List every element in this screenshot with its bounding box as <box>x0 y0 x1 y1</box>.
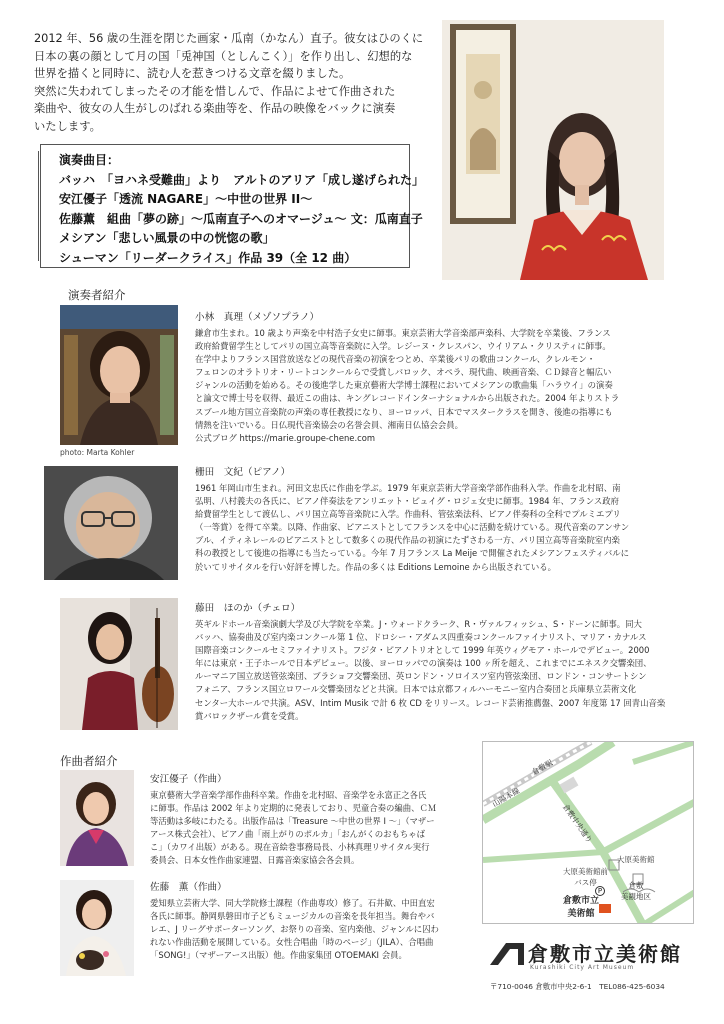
bio-line: 鎌倉市生まれ。10 歳より声楽を中村浩子女史に師事。東京芸術大学音楽部声楽科、大学院を卒業後、フランス <box>195 328 611 338</box>
performer-name: 小林 真理（メゾソプラノ） <box>195 312 320 323</box>
program-heading: 演奏曲目： <box>59 153 120 167</box>
bio-line: 愛知県立芸術大学、同大学院修士課程（作曲専攻）修了。石井歓、中田直宏 <box>150 898 435 908</box>
intro-line: 突然に失われてしまったその才能を惜しんで、作品によせて作曲された <box>34 84 396 98</box>
bio-sato <box>150 881 439 962</box>
program-item: メシアン「悲しい風景の中の恍惚の歌」 <box>59 231 275 246</box>
composer-name: 安江優子（作曲） <box>150 774 227 785</box>
bio-line: と論文で博士号を収得、最近この曲は、キングレコードインターナショナルから出版された。2004 年よりストラ <box>195 393 620 404</box>
composers-heading: 作曲者紹介 <box>60 754 118 768</box>
map-label-railway: 山陽本線 <box>490 786 522 809</box>
bio-line: （一等賞）を得て卒業。以降、作曲家、ピアニストとしてフランスを中心に活動を続けている。現代音楽のアンサン <box>195 522 630 533</box>
bio-line: 等活動は多岐にわたる。出版作品は「Treasure 〜中世の世界 I 〜」（マザー <box>150 816 435 827</box>
program-item: シューマン「リーダークライス」作品 39（全 12 曲） <box>59 250 357 265</box>
bio-line: に師事。作品は 2002 年より定期的に発表しており、児童合奏の編曲、ＣＭ <box>150 803 437 814</box>
bio-line: センター大ホールで共演。ASV、Intim Musik で計 6 枚 CD をリリース。レコード芸術推薦盤、2007 年度第 17 回青山音楽 <box>195 697 666 708</box>
program-item: 佐藤薫 組曲「夢の跡」〜瓜南直子へのオマージュ〜 文：瓜南直子 <box>59 211 423 226</box>
museum-logo-icon <box>490 941 524 967</box>
bio-line: こ」（カワイ出版）がある。現在音絵巻事務局長、小林真理リサイタル実行 <box>150 842 430 853</box>
intro-text <box>34 30 424 136</box>
map-label-street: 倉敷中央通り <box>560 802 595 845</box>
bio-tanada <box>195 466 629 574</box>
bio-line: スブール地方国立音楽院の声楽の専任教授になり、ヨーロッパ、日本でマスタークラスを開き、後進の指導にも <box>195 406 613 417</box>
program-item: 安江優子「透流 NAGARE」〜中世の世界 II〜 <box>59 192 313 207</box>
bio-line: ルーマニア国立放送管弦楽団、ブラショフ交響楽団、英ロンドン・ソロイスツ室内管弦楽団、ロンドン・コンサートシン <box>195 671 647 682</box>
composer-photo-yasue <box>60 770 134 866</box>
bio-line: 政府給費留学生としてパリの国立高等音楽院に入学。レジーヌ・クレスパン、ウイリアム・クリスティに師事。 <box>195 341 611 352</box>
intro-line: 楽曲や、彼女の人生がしのばれる楽曲等を、作品の映像をバックに演奏 <box>34 102 396 116</box>
performer-photo-fujita <box>60 598 178 730</box>
bio-line: 各氏に師事。静岡県磐田市子どもミュージカルの音楽を長年担当。舞台やバ <box>150 911 435 922</box>
bio-fujita <box>195 602 665 723</box>
map-label-station: 倉敷駅 <box>530 757 555 778</box>
performer-photo-tanada <box>44 466 178 580</box>
bio-line: 東京藝術大学音楽学部作曲科卒業。作曲を北村昭、音楽学を永富正之各氏 <box>150 790 427 800</box>
intro-line: 日本の裏の顔として月の国「兎神国（としんこく）」を作り出し、幻想的な <box>34 49 413 63</box>
bio-line: フェロンのオラトリオ・リートコンクールらで受賞しバロック、オペラ、現代曲、映画音楽、ＣＤ録音と幅広い <box>195 367 612 378</box>
bio-line: 1961 年岡山市生まれ。河田文忠氏に作曲を学ぶ。1979 年東京芸術大学音楽学部作曲科入学。作曲を北村昭、南 <box>195 483 621 493</box>
performers-heading: 演奏者紹介 <box>68 288 126 302</box>
bio-line: 情熱を注いでいる。日仏現代音楽協会の名誉会員、湘南日仏協会会員。 <box>195 419 463 430</box>
bio-line: アース株式会社）、ピアノ曲「雨上がりのポルカ」「おんがくのおもちゃば <box>150 829 426 840</box>
intro-line: いたします。 <box>34 119 101 133</box>
bio-line: 年には東京・王子ホールで日本デビュー。以後、ヨーロッパでの演奏は 100 ヶ所を超え、これまでにエネスク交響楽団、 <box>195 658 652 669</box>
bio-line: 英ギルドホール音楽演劇大学及び大学院を卒業。J・ウォードクラーク、R・ヴァルフィッシュ、S・ドーンに師事。同大 <box>195 619 642 629</box>
performer-photo-kobayashi <box>60 305 178 445</box>
bio-line: フォニア、フランス国立ロワール交響楽団などと共演。日本では京都フィルハーモニー室内合奏団と兵庫県立芸術文化 <box>195 684 637 695</box>
program-item: バッハ 「ヨハネ受難曲」より アルトのアリア「成し遂げられた」 <box>59 172 425 187</box>
map-label-ohara: 大原美術館 <box>617 855 655 864</box>
bio-line: 委員会、日本女性作曲家連盟、日露音楽家協会各会員。 <box>150 855 360 866</box>
bio-line: バッハ、協奏曲及び室内楽コンクール第 1 位、ドロシー・アダムス四重奏コンクールファイナリスト、マリア・カナルス <box>195 632 647 643</box>
bio-line: ジャンルの活動を始める。その後進学した東京藝術大学博士課程においてメシアンの歌曲集「ハラウイ」の演奏 <box>195 380 613 391</box>
bio-line: 「SONG!」（マザーアース出版）他。作曲家集団 OTOEMAKI 会員。 <box>150 950 407 961</box>
museum-logo <box>488 937 698 975</box>
bio-line: レエ、J リーグサポーターソング、お祭りの音楽、室内楽他、ジャンルに囚わ <box>150 924 439 935</box>
bio-yasue <box>150 773 436 868</box>
museum-address: 〒710-0046 倉敷市中央2-6-1 TEL086-425-6034 <box>490 982 665 991</box>
museum-name-english: Kurashiki City Art Museum <box>530 964 635 971</box>
museum-name: 倉敷市立美術館 <box>528 942 682 966</box>
museum-marker-icon <box>599 904 611 913</box>
bio-line: 弘明、八村義夫の各氏に、ピアノ伴奏法をアンリエット・ピュイグ・ロジェ女史に師事。1984 年、フランス政府 <box>195 496 620 507</box>
bio-line: 国際音楽コンクールセミファイナリスト。フジタ・ピアノトリオとして 1999 年英ウィグモア・ホールでデビュー。2000 <box>195 645 650 656</box>
map-label-bikan: 倉敷 美観地区 <box>621 881 651 901</box>
intro-line: 2012 年、56 歳の生涯を閉じた画家・瓜南（かなん）直子。彼女はひのくに <box>34 32 424 45</box>
performer-name: 栅田 文紀（ピアノ） <box>195 467 291 478</box>
photo-credit: photo: Marta Kohler <box>60 448 135 457</box>
performer-name: 藤田 ほのか（チェロ） <box>195 603 301 614</box>
composer-name: 佐藤 薫（作曲） <box>150 882 227 893</box>
map-label-museum: 倉敷市立 美術館 <box>563 896 600 919</box>
parking-icon: P <box>595 886 605 896</box>
bio-line: 給費留学生として渡仏し、パリ国立高等音楽院に入学。作曲科、管弦楽法科、ピアノ伴奏科の全科でプルミエプリ <box>195 509 621 520</box>
bio-line: 科の教授として後進の指導にも当たっている。今年 7 月フランス La Meije で開催されたメシアンフェスティバルに <box>195 548 630 559</box>
bio-line: 在学中よりフランス国営放送などの現代音楽の初演をつとめ、卒業後パリの歌曲コンクール、クレルモン・ <box>195 354 596 365</box>
map-label-bus-stop: 大原美術館前 バス停 <box>563 867 608 887</box>
composer-photo-sato <box>60 880 134 976</box>
bio-line: ブル、イティネレールのピアニストとして数多くの現代作品の初演にたずさわる一方、パリ国立高等音楽院室内楽 <box>195 535 620 546</box>
access-map <box>482 741 694 924</box>
intro-line: 世界を描くと同時に、読む人を惹きつける文章を綴りました。 <box>34 67 351 81</box>
bio-line: 公式ブログ https://marie.groupe-chene.com <box>195 432 376 443</box>
bio-line: れない作曲活動を展開している。女性合唱曲「時のページ」（JILA）、合唱曲 <box>150 937 434 948</box>
artist-portrait-photo <box>442 20 664 280</box>
bio-line: 於いてリサイタルを行い好評を博した。作品の多くは Editions Lemoine から出版されている。 <box>195 561 557 572</box>
bio-kobayashi <box>195 311 619 445</box>
bio-line: 賞バロックザール賞を受賞。 <box>195 710 304 721</box>
program-box <box>40 144 425 268</box>
